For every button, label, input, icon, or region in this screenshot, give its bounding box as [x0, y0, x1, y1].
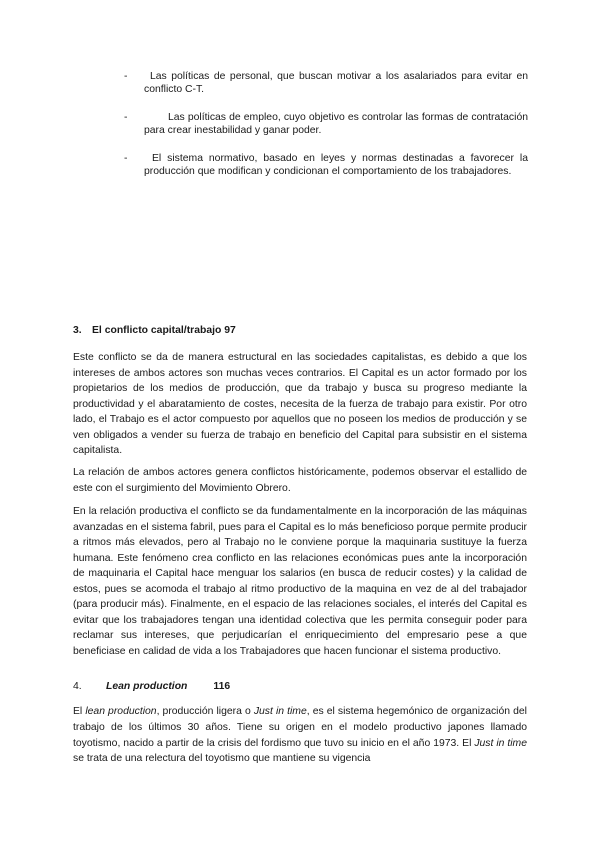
bullet-item	[124, 70, 528, 97]
italic-term: Just in time	[253, 706, 307, 717]
section-3-heading	[73, 325, 236, 336]
paragraph: Este conflicto se da de manera estructural en las sociedades capitalistas, es debido a que los intereses de ambos actores son muchas veces contrarios. El Capital es un actor formado por los propietarios de los medios de producción, que da trabajo y busca su progreso mediante la productividad y el abaratamiento de costes, necesita de la fuerza de trabajo para existir. Por otro lado, el Trabajo es el actor compuesto por aquellos que no poseen los medios de producción y se ven obligados a vender su fuerza de trabajo en beneficio del Capital para subsistir en el sistema capitalista.	[73, 352, 527, 456]
section-ref: 116	[213, 681, 231, 692]
paragraph: La relación de ambos actores genera conflictos históricamente, podemos observar el estallido de este con el surgimiento del Movimiento Obrero.	[73, 467, 527, 494]
text-run: , es el sistema hegemónico de organización del trabajo de los últimos 30 años. Tiene su origen en el modelo productivo japones llamado toyotismo, nacido a partir de la crisis del fordismo que tuvo su inicio en el año 1973. El	[73, 706, 527, 749]
paragraph	[73, 704, 527, 767]
bullet-dash: -	[124, 152, 128, 164]
bullet-text: Las políticas de personal, que buscan motivar a los asalariados para evitar en conflicto C-T.	[144, 71, 528, 96]
italic-term: Just in time	[474, 737, 527, 749]
text-run: , producción ligera o	[156, 706, 254, 717]
bullet-text: El sistema normativo, basado en leyes y normas destinadas a favorecer la producción que modifican y condicionan el comportamiento de los trabajadores.	[144, 152, 528, 178]
section-4-heading	[73, 681, 230, 692]
section-number: 4.	[73, 681, 82, 692]
bullet-dash: -	[124, 71, 128, 82]
bullet-item	[124, 111, 528, 138]
bullet-dash: -	[124, 111, 128, 123]
section-title: El conflicto capital/trabajo 97	[92, 325, 236, 336]
bullet-text: Las políticas de empleo, cuyo objetivo es controlar las formas de contratación para crear inestabilidad y ganar poder.	[144, 111, 528, 137]
text-run: se trata de una relectura del toyotismo que mantiene su vigencia	[73, 753, 371, 765]
paragraph: En la relación productiva el conflicto se da fundamentalmente en la incorporación de las máquinas avanzadas en el sistema fabril, pues para el Capital es lo más beneficioso porque permite producir a ritmos más elevados, pero al Trabajo no le conviene porque la maquinaria sustituye la fuerza humana. Este fenómeno crea conflicto en las relaciones económicas pues ante la incorporación de maquinaria el Capital hace menguar los salarios (en busca de reducir costes) y la calidad de estos, pues se acomoda el trabajo al ritmo productivo de la maquina en vez de al del trabajador (para producir más). Finalmente, en el espacio de las relaciones sociales, el interés del Capital es evitar que los trabajadores tengan una identidad colectiva que les permita conseguir poder para reclamar sus intereses, que perjudicarían el enriquecimiento del empresario pese a que beneficiase en calidad de vida a los Trabajadores que hacen funcionar el sistema productivo.	[73, 506, 527, 657]
bullet-list	[124, 70, 528, 192]
section-number: 3.	[73, 325, 82, 336]
text-run: El	[73, 706, 86, 717]
italic-term: lean production	[85, 706, 157, 717]
bullet-item	[124, 152, 528, 179]
section-title: Lean production	[106, 681, 188, 692]
